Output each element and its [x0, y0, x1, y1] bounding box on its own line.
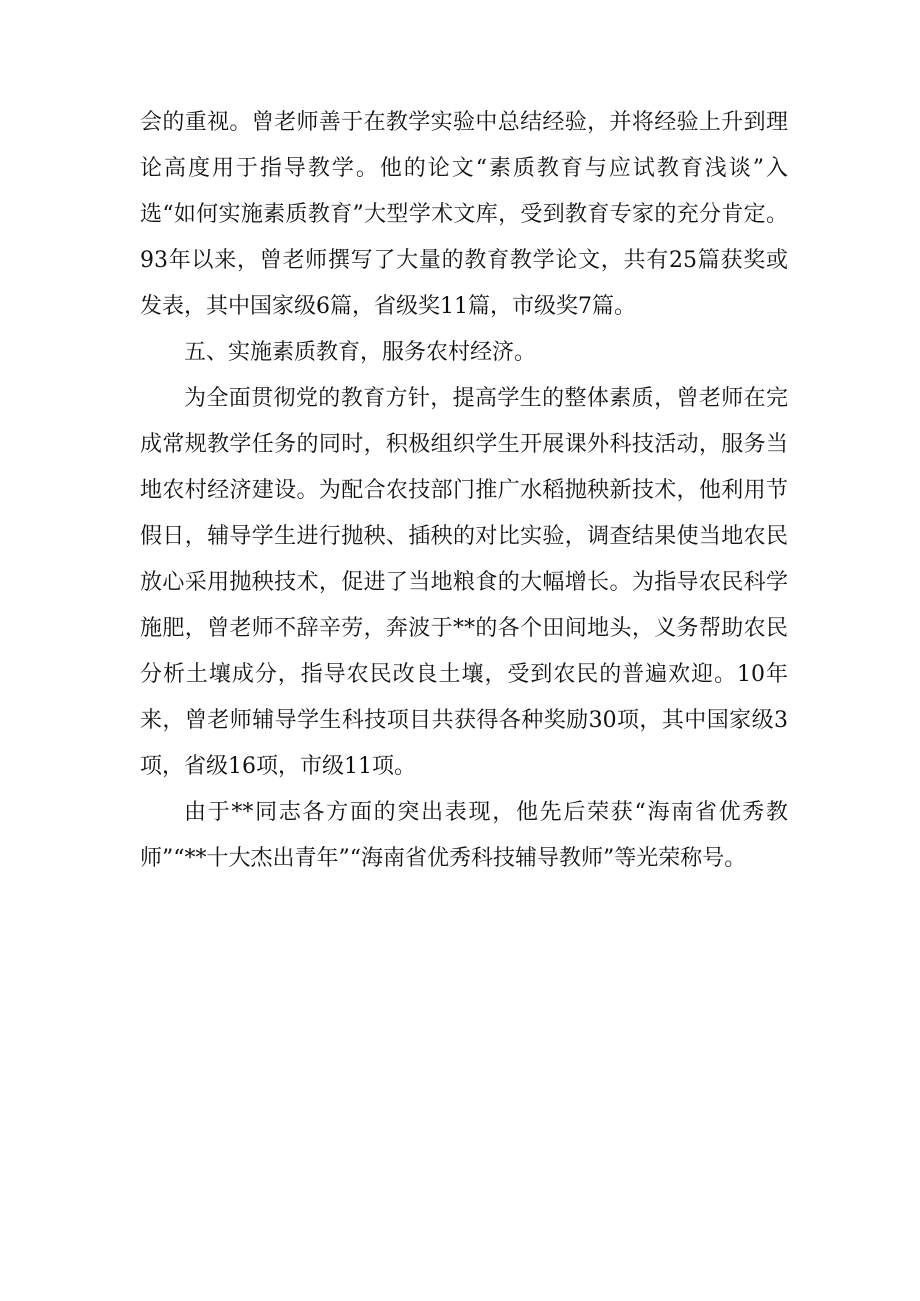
section-heading-five: 五、实施素质教育，服务农村经济。: [184, 340, 537, 365]
document-page: [140, 100, 788, 882]
paragraph-continued: 会的重视。曾老师善于在教学实验中总结经验，并将经验上升到理论高度用于指导教学。他的论文“素质教育与应试教育浅谈”入选“如何实施素质教育”大型学术文库，受到教育专家的充分肯定。93年以来，曾老师撰写了大量的教育教学论文，共有25篇获奖或发表，其中国家级6篇，省级奖11篇，市级奖7篇。: [140, 110, 788, 319]
paragraph-rural-economy: 为全面贯彻党的教育方针，提高学生的整体素质，曾老师在完成常规教学任务的同时，积极组织学生开展课外科技活动，服务当地农村经济建设。为配合农技部门推广水稻抛秧新技术，他利用节假日，辅导学生进行抛秧、插秧的对比实验，调查结果使当地农民放心采用抛秧技术，促进了当地粮食的大幅增长。为指导农民科学施肥，曾老师不辞辛劳，奔波于**的各个田间地头，义务帮助农民分析土壤成分，指导农民改良土壤，受到农民的普遍欢迎。10年来，曾老师辅导学生科技项目共获得各种奖励30项，其中国家级3项，省级16项，市级11项。: [140, 386, 788, 779]
paragraph-honors: 由于**同志各方面的突出表现，他先后荣获“海南省优秀教师”“**十大杰出青年”“海南省优秀科技辅导教师”等光荣称号。: [140, 800, 788, 871]
